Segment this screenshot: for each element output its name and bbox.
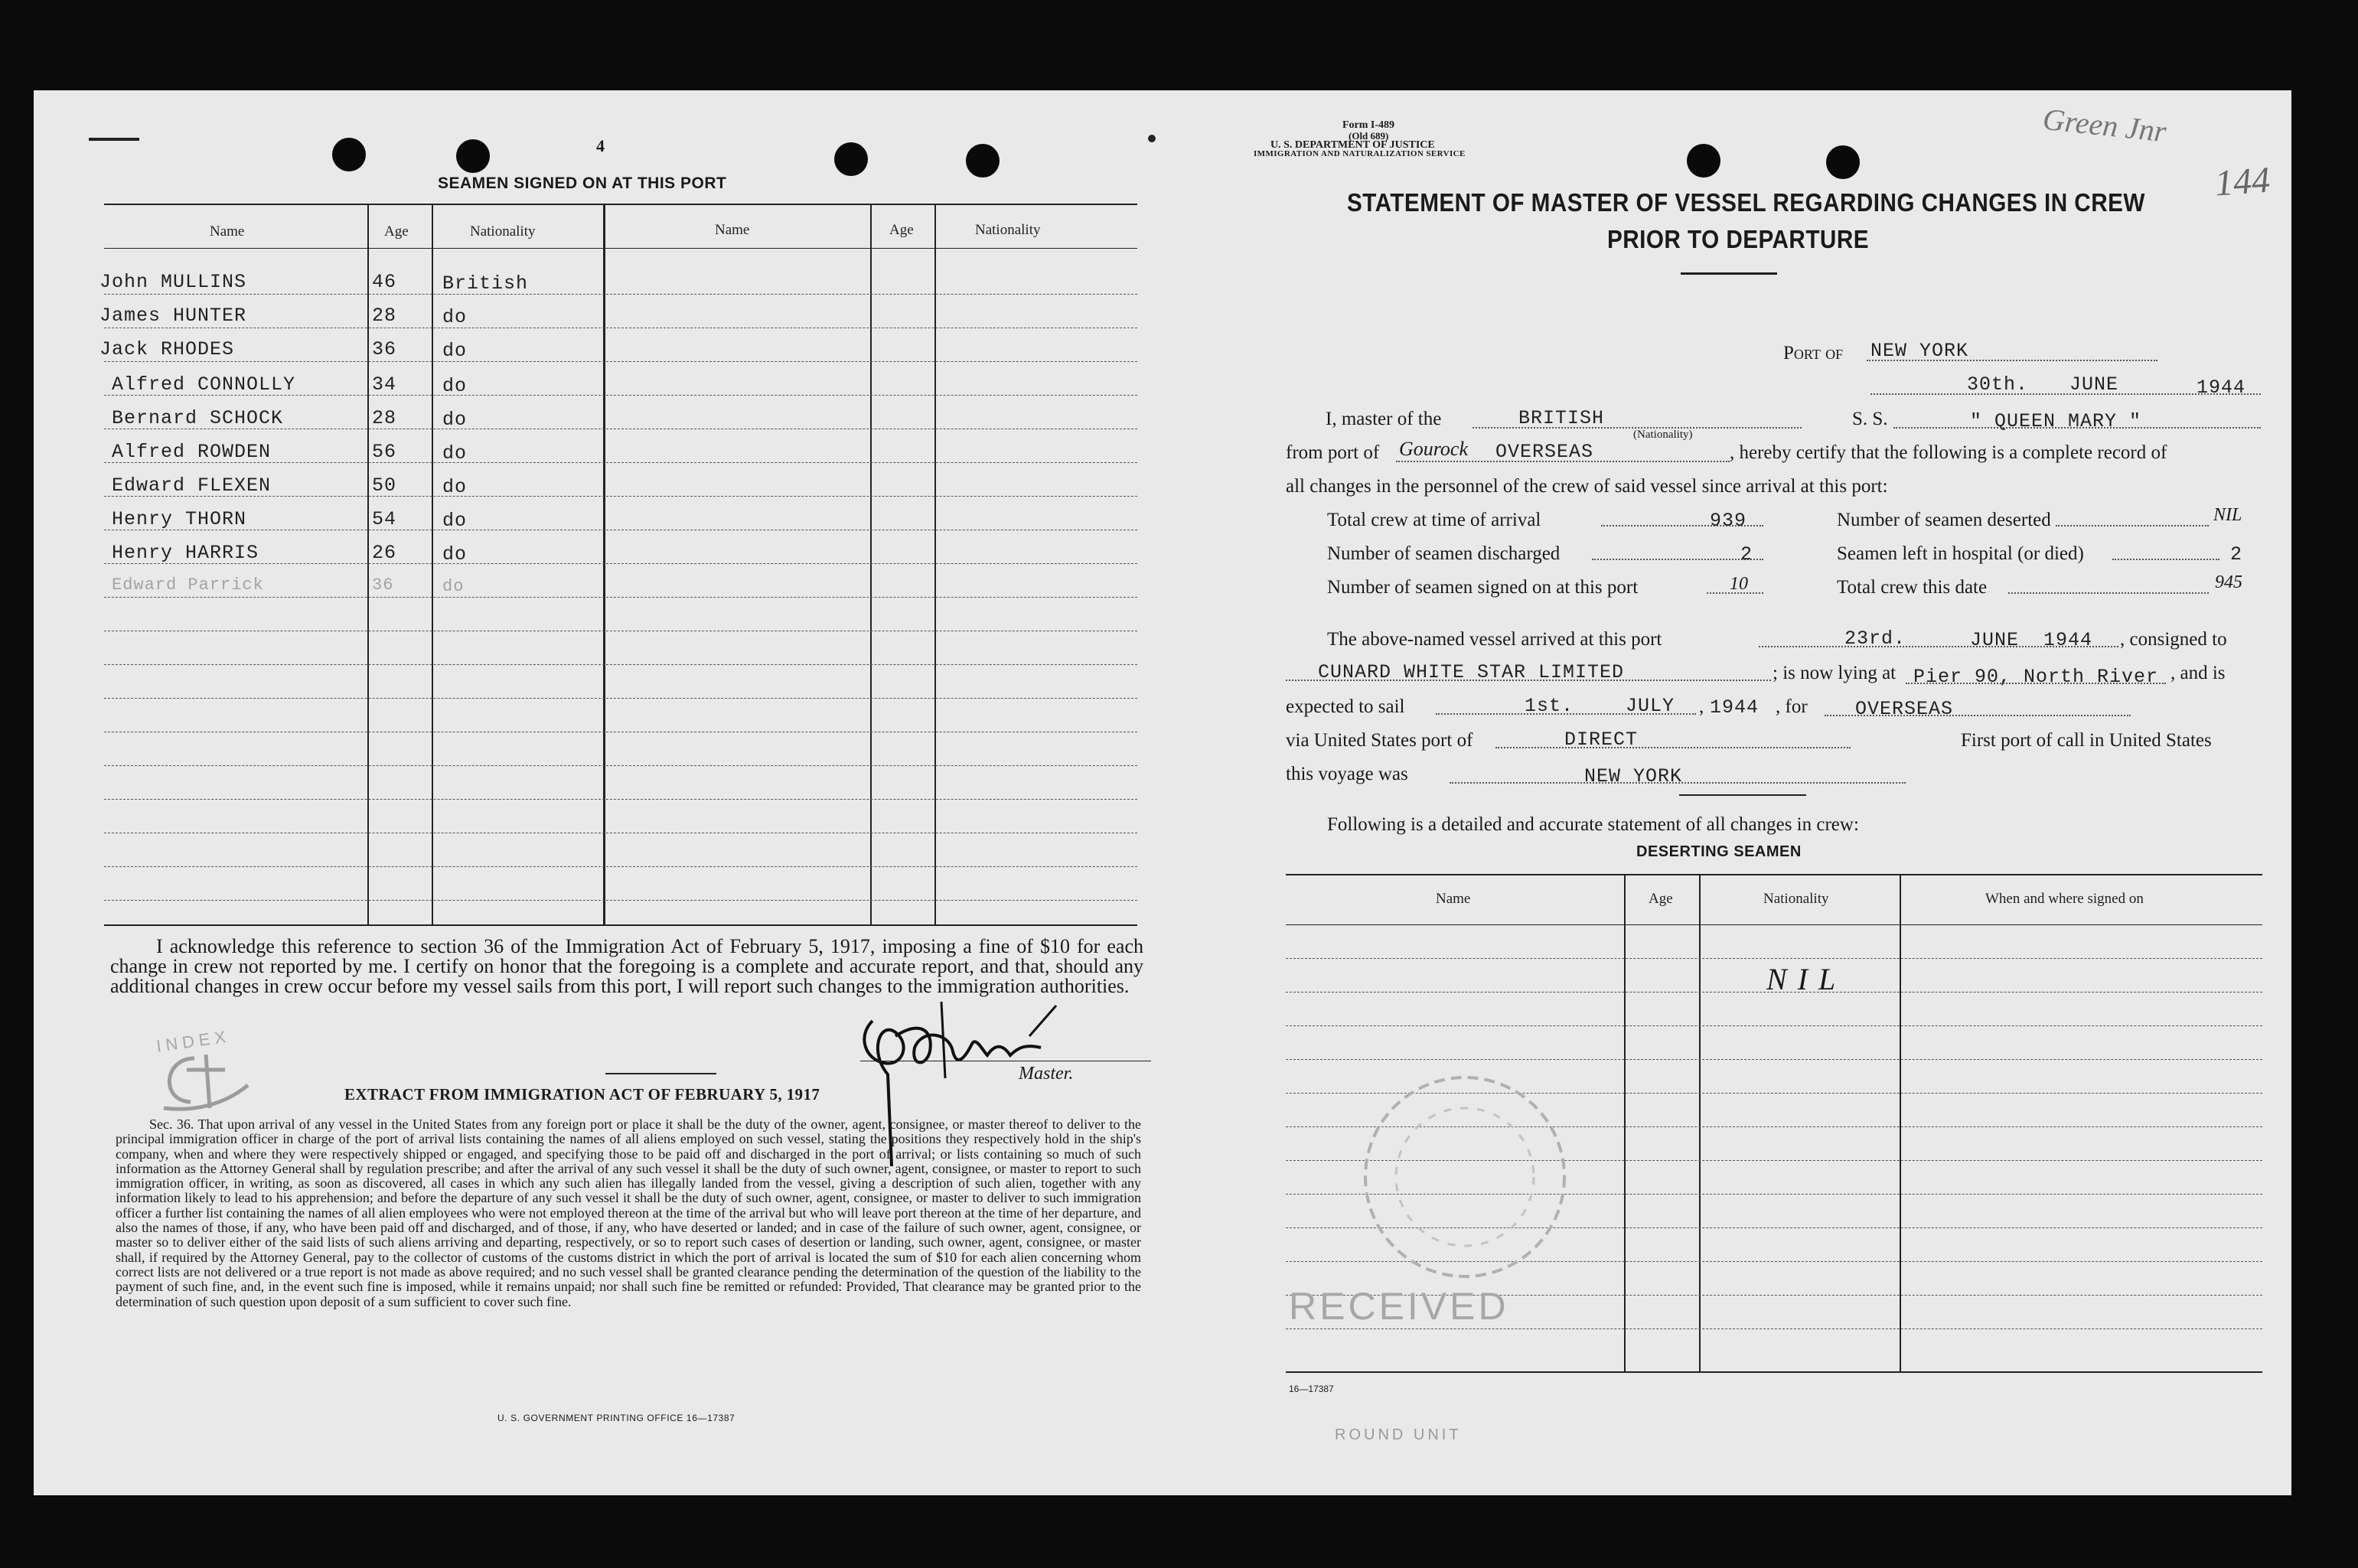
- row-rule: [104, 664, 1137, 665]
- seaman-age: 46: [372, 271, 397, 293]
- col-divider: [367, 204, 369, 925]
- seaman-nationality: do: [442, 476, 468, 498]
- via-dotted-line: [1495, 747, 1851, 748]
- sail-dotted-line: [1436, 713, 1696, 715]
- printer-line: U. S. GOVERNMENT PRINTING OFFICE 16—17387: [497, 1413, 735, 1423]
- first-port-value: NEW YORK: [1584, 765, 1683, 787]
- seaman-name: Edward Parrick: [112, 575, 264, 595]
- form-number: Form I-489: [1342, 119, 1395, 131]
- circular-stamp: [1350, 1062, 1580, 1292]
- vessel-nationality: BRITISH: [1518, 407, 1605, 429]
- consignee-dotted-line: [1286, 680, 1771, 681]
- table-bottom-rule: [1286, 1371, 2262, 1373]
- handwritten-note: Green Jnr: [2041, 101, 2168, 149]
- row-rule: [1286, 1025, 2262, 1026]
- seaman-nationality: do: [442, 543, 468, 566]
- first-port-label: First port of call in United States: [1961, 730, 2212, 751]
- header-nationality: Nationality: [975, 222, 1041, 238]
- fold-mark: [1148, 135, 1156, 142]
- certify-text: , hereby certify that the following is a complete record of: [1730, 442, 2167, 463]
- arrived-dotted-line: [1759, 646, 2118, 647]
- col-divider: [603, 204, 605, 925]
- seaman-age: 26: [372, 542, 397, 564]
- total-crew-arrival-value: 939: [1710, 510, 1747, 532]
- arrived-day: 23rd.: [1844, 628, 1906, 650]
- deserted-label: Number of seamen deserted: [1837, 510, 2051, 530]
- left-page: [34, 90, 1143, 1495]
- signed-on-value: 10: [1730, 574, 1748, 594]
- seaman-nationality: do: [442, 306, 468, 328]
- seaman-age: 54: [372, 508, 397, 530]
- seaman-name: John MULLINS: [99, 271, 247, 293]
- seaman-name: Alfred CONNOLLY: [112, 373, 296, 396]
- stat-dots: [2056, 525, 2209, 526]
- hospital-label: Seamen left in hospital (or died): [1837, 543, 2084, 564]
- header-age: Age: [889, 222, 914, 238]
- destination-dotted-line: [1825, 715, 2131, 716]
- acknowledgement-text: I acknowledge this reference to section 36 of the Immigration Act of February 5, 1917, imposing a fine of $10 for each change in crew not reported by me. I certify on honor that the foregoing is a complete and accurate report, and that, should any additional changes in crew occur before my vessel sails from this port, I will report such changes to the immigration authorities.: [110, 935, 1143, 997]
- master-of-label: I, master of the: [1326, 409, 1442, 429]
- seaman-name: Bernard SCHOCK: [112, 407, 284, 429]
- index-stamp-mark: [148, 1047, 263, 1116]
- date-year: 1944: [2197, 377, 2246, 399]
- row-rule: [104, 698, 1137, 699]
- index-stamp: INDEX: [155, 1026, 232, 1056]
- sail-month: JULY: [1626, 695, 1675, 717]
- total-crew-arrival-label: Total crew at time of arrival: [1327, 510, 1541, 530]
- extract-title: EXTRACT FROM IMMIGRATION ACT OF FEBRUARY 5, 1917: [344, 1085, 820, 1103]
- seaman-age: 28: [372, 305, 397, 327]
- via-value: DIRECT: [1564, 729, 1639, 751]
- lying-value: Pier 90, North River: [1913, 666, 2159, 688]
- sail-day: 1st.: [1525, 695, 1574, 717]
- via-label: via United States port of: [1286, 730, 1473, 751]
- seaman-nationality: do: [442, 375, 468, 397]
- header-name: Name: [1436, 891, 1471, 907]
- destination-value: OVERSEAS: [1855, 698, 1954, 720]
- seaman-name: Jack RHODES: [99, 338, 235, 360]
- table-top-rule: [1286, 874, 2262, 875]
- seaman-name: Edward FLEXEN: [112, 474, 272, 497]
- received-stamp: RECEIVED: [1289, 1285, 1509, 1328]
- col-divider: [432, 204, 433, 925]
- fold-mark: [89, 138, 139, 141]
- discharged-label: Number of seamen discharged: [1327, 543, 1561, 564]
- row-rule: [1286, 1328, 2262, 1329]
- header-name: Name: [715, 222, 750, 238]
- printer-line: 16—17387: [1289, 1384, 1334, 1394]
- port-value: NEW YORK: [1870, 340, 1969, 362]
- department: U. S. DEPARTMENT OF JUSTICE: [1270, 139, 1435, 151]
- this-voyage-label: this voyage was: [1286, 764, 1408, 784]
- col-divider: [1624, 874, 1626, 1373]
- seaman-nationality: do: [442, 340, 468, 362]
- right-page: [1136, 90, 2291, 1495]
- arrived-label: The above-named vessel arrived at this port: [1327, 629, 1662, 650]
- table-header-rule: [1286, 924, 2262, 925]
- row-rule: [104, 361, 1137, 362]
- seaman-nationality: British: [442, 272, 529, 295]
- row-rule: [104, 563, 1137, 564]
- deserting-title: DESERTING SEAMEN: [1636, 843, 1802, 860]
- row-rule: [104, 900, 1137, 901]
- page-number: 4: [596, 136, 605, 155]
- row-rule: [104, 866, 1137, 867]
- header-when-where: When and where signed on: [1985, 891, 2144, 907]
- vessel-dotted-line: [1893, 427, 2261, 429]
- table-header-rule: [104, 248, 1137, 249]
- col-divider: [1900, 874, 1901, 1373]
- seaman-name: Henry THORN: [112, 508, 247, 530]
- row-rule: [104, 597, 1137, 598]
- col-divider: [870, 204, 872, 925]
- header-nationality: Nationality: [1763, 891, 1829, 907]
- sail-year-prefix: ,: [1699, 696, 1704, 717]
- header-age: Age: [384, 223, 409, 240]
- discharged-value: 2: [1740, 543, 1753, 566]
- table-top-rule: [104, 204, 1137, 205]
- row-rule: [1286, 958, 2262, 959]
- service: IMMIGRATION AND NATURALIZATION SERVICE: [1254, 149, 1466, 158]
- consignee-value: CUNARD WHITE STAR LIMITED: [1318, 661, 1625, 683]
- header-age: Age: [1649, 891, 1673, 907]
- all-changes-text: all changes in the personnel of the crew of said vessel since arrival at this port:: [1286, 476, 1888, 497]
- seaman-nationality: do: [442, 409, 468, 431]
- port-dotted-line: [1867, 360, 2157, 361]
- header-name: Name: [210, 223, 245, 240]
- total-crew-date-value: 945: [2215, 572, 2242, 592]
- col-divider: [1699, 874, 1701, 1373]
- arrived-month: JUNE: [1970, 629, 2020, 651]
- seaman-age: 34: [372, 373, 397, 396]
- date-month: JUNE: [2069, 373, 2119, 396]
- stat-dots: [2008, 592, 2209, 594]
- expected-label: expected to sail: [1286, 696, 1405, 717]
- and-is-text: , and is: [2170, 663, 2226, 683]
- seaman-age: 50: [372, 474, 397, 497]
- extract-text: Sec. 36. That upon arrival of any vessel in the United States from any foreign port or place it shall be the duty of the owner, agent, consignee, or master thereof to deliver to the principal immigration officer in charge of the port of arrival lists containing the names of all aliens employed on such vessel, stating the positions they respectively hold in the ship's company, when and where they were respectively shipped or engaged, and specifying those to be paid off and discharged in the port of arrival; or lists containing so much of such information as the Attorney General shall by regulation prescribe; and after the arrival of any such vessel it shall be the duty of such owner, agent, consignee, or master to report to such immigration officer, in writing, as soon as discovered, all cases in which any such alien has illegally landed from the vessel, giving a description of such alien, together with any information likely to lead to his apprehension; and before the departure of any such vessel it shall be the duty of such owner, agent, consignee, or master to deliver to such immigration officer a further list containing the names of all alien employees who were not employed thereon at the time of the arrival but who will leave port thereon at the time of her departure, and also the names of those, if any, who have been paid off and discharged, and of those, if any, who have deserted or landed; and in case of the failure of such owner, agent, consignee, or master so to deliver either of the said lists of such aliens arriving and departing, respectively, or so to report such cases of desertion or landing, such owner, agent, consignee, or master shall, if required by the Attorney General, pay to the collector of customs of the customs district in which the port of arrival is located the sum of $10 for each alien concerning whom correct lists are not delivered or a true report is not made as above required; and no such vessel shall be granted clearance pending the determination of the question of the liability to the payment of such fine, and, in the event such fine is imposed, while it remains unpaid; nor shall such fine be remitted or refunded: Provided, That clearance may be granted prior to the determination of such question upon deposit of a sum sufficient to cover such fine.: [116, 1117, 1141, 1309]
- master-label: Master.: [1019, 1064, 1074, 1084]
- divider-rule: [605, 1073, 716, 1074]
- seaman-name: Alfred ROWDEN: [112, 441, 272, 463]
- document-sheet: [34, 90, 2291, 1495]
- port-label: Port of: [1783, 343, 1844, 363]
- deserted-value: NIL: [2213, 505, 2242, 525]
- row-rule: [1286, 1059, 2262, 1060]
- handwritten-number: 144: [2213, 159, 2272, 204]
- from-port-handwritten: Gourock: [1399, 438, 1469, 460]
- row-rule: [104, 294, 1137, 295]
- seaman-age: 36: [372, 575, 394, 595]
- seaman-nationality: do: [442, 442, 468, 465]
- date-dotted-line: [1870, 393, 2261, 395]
- table-bottom-rule: [104, 924, 1137, 926]
- seaman-nationality: do: [442, 577, 465, 596]
- signed-on-label: Number of seamen signed on at this port: [1327, 577, 1639, 598]
- deserting-nil: NIL: [1766, 962, 1847, 996]
- lying-dotted-line: [1906, 683, 2166, 684]
- row-rule: [104, 799, 1137, 800]
- seaman-age: 56: [372, 441, 397, 463]
- row-rule: [104, 765, 1137, 766]
- ss-label: S. S.: [1852, 409, 1888, 429]
- from-port-dotted-line: [1396, 461, 1730, 462]
- form-title-line2: PRIOR TO DEPARTURE: [1607, 225, 1869, 253]
- consigned-label: , consigned to: [2120, 629, 2227, 650]
- col-divider: [934, 204, 936, 925]
- arrived-year: 1944: [2043, 629, 2093, 651]
- following-text: Following is a detailed and accurate statement of all changes in crew:: [1327, 814, 1859, 835]
- seaman-nationality: do: [442, 510, 468, 532]
- sail-year: 1944: [1710, 696, 1760, 719]
- stat-dots: [1592, 559, 1763, 560]
- header-nationality: Nationality: [470, 223, 536, 240]
- lying-label: ; is now lying at: [1773, 663, 1897, 683]
- seaman-age: 28: [372, 407, 397, 429]
- for-label: , for: [1776, 696, 1808, 717]
- unit-stamp: ROUND UNIT: [1335, 1426, 1462, 1443]
- title-underline: [1681, 272, 1777, 275]
- first-port-dotted-line: [1450, 782, 1906, 784]
- nationality-caption: (Nationality): [1633, 429, 1693, 441]
- stat-dots: [2112, 559, 2219, 560]
- hospital-value: 2: [2230, 543, 2243, 566]
- seaman-age: 36: [372, 338, 397, 360]
- from-port-label: from port of: [1286, 442, 1380, 463]
- seaman-name: James HUNTER: [99, 305, 247, 327]
- from-port-value: OVERSEAS: [1495, 441, 1594, 463]
- form-old: (Old 689): [1349, 130, 1389, 142]
- form-title-line1: STATEMENT OF MASTER OF VESSEL REGARDING CHANGES IN CREW: [1347, 188, 2145, 217]
- section-title: SEAMEN SIGNED ON AT THIS PORT: [438, 174, 727, 192]
- total-crew-date-label: Total crew this date: [1837, 577, 1988, 598]
- divider-rule: [1679, 794, 1806, 796]
- vessel-name: " QUEEN MARY ": [1970, 410, 2142, 432]
- date-day: 30th.: [1967, 373, 2029, 396]
- seaman-name: Henry HARRIS: [112, 542, 259, 564]
